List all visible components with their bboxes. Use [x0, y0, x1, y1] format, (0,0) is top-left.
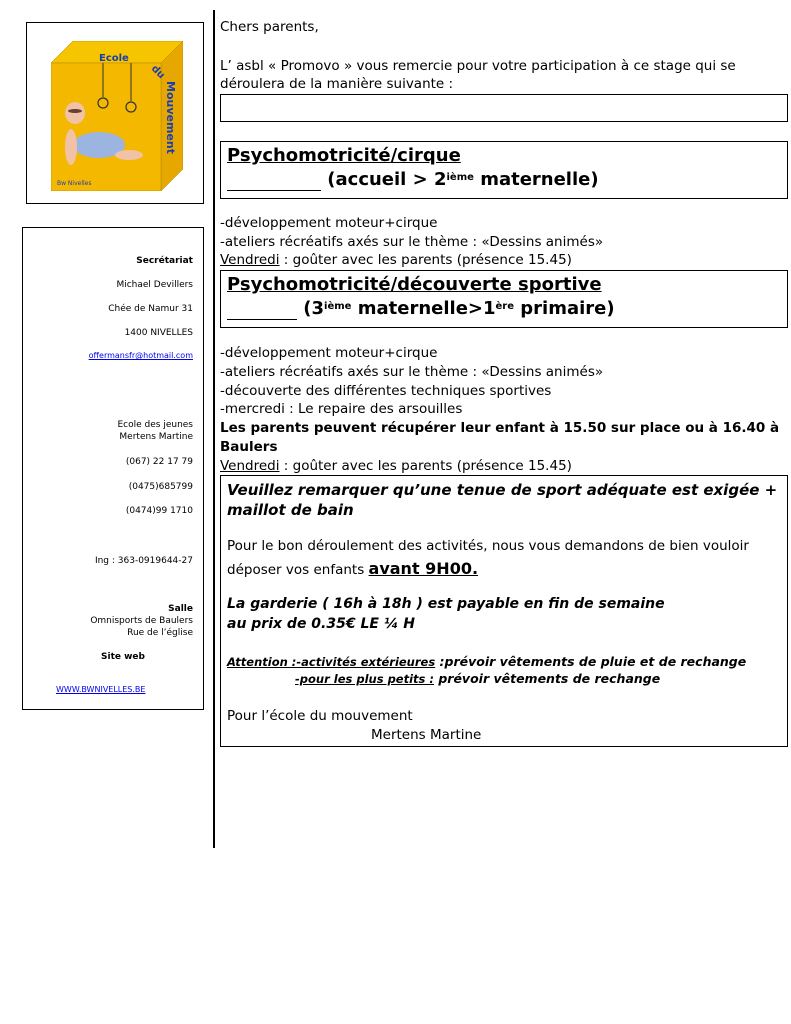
- column-divider: [213, 10, 215, 848]
- section1-subtitle: (accueil > 2ième maternelle): [227, 169, 599, 191]
- pickup-line-2: Baulers: [220, 439, 278, 455]
- section2-title: Psychomotricité/découverte sportive: [227, 274, 602, 295]
- sport-note-line-1: Veuillez remarquer qu’une tenue de sport adéquate est exigée +: [227, 481, 778, 499]
- logo-word-ecole: Ecole: [99, 53, 129, 64]
- section2-item-3: -découverte des différentes techniques sportives: [220, 383, 552, 399]
- section1-item-2: -ateliers récréatifs axés sur le thème : «Dessins animés»: [220, 234, 604, 250]
- small-children-line: -pour les plus petits : prévoir vêtements de rechange: [295, 671, 661, 686]
- empty-box: [220, 94, 788, 122]
- logo-word-du: du: [148, 63, 167, 82]
- garderie-line-1: La garderie ( 16h à 18h ) est payable en fin de semaine: [227, 596, 665, 612]
- website-link[interactable]: WWW.BWNIVELLES.BE: [56, 685, 146, 694]
- attention-line: Attention :-activités extérieures :prévoir vêtements de pluie et de rechange: [227, 654, 747, 669]
- garderie-line-2: au prix de 0.35€ LE ¼ H: [227, 616, 415, 632]
- phone-2: (0475)685799: [128, 482, 193, 492]
- section2-item-4: -mercredi : Le repaire des arsouilles: [220, 401, 463, 417]
- intro-line-1: L’ asbl « Promovo » vous remercie pour votre participation à ce stage qui se: [220, 58, 736, 74]
- bank-account: Ing : 363-0919644-27: [94, 556, 193, 566]
- logo-caption: Bw Nivelles: [57, 180, 92, 187]
- school-title: Ecole des jeunes: [117, 420, 193, 430]
- secretariat-street: Chée de Namur 31: [108, 304, 193, 314]
- pickup-line-1: Les parents peuvent récupérer leur enfant à 15.50 sur place ou à 16.40 à: [220, 420, 780, 436]
- school-contact-name: Mertens Martine: [119, 432, 193, 442]
- salle-title: Salle: [168, 604, 193, 614]
- logo-word-mouvement: Mouvement: [164, 81, 177, 154]
- intro-line-2: déroulera de la manière suivante :: [220, 76, 454, 92]
- phone-1: (067) 22 17 79: [125, 457, 193, 467]
- section1-friday: Vendredi : goûter avec les parents (présence 15.45): [220, 252, 572, 268]
- secretariat-email-link[interactable]: offermansfr@hotmail.com: [88, 351, 193, 360]
- section1-title: Psychomotricité/cirque: [227, 145, 461, 166]
- section2-item-2: -ateliers récréatifs axés sur le thème : «Dessins animés»: [220, 364, 604, 380]
- secretariat-title: Secrétariat: [136, 256, 193, 266]
- logo-frame: [26, 22, 204, 204]
- greeting: Chers parents,: [220, 19, 319, 35]
- section1-item-1: -développement moteur+cirque: [220, 215, 438, 231]
- section1-title-box: [220, 141, 788, 199]
- sport-note-line-2: maillot de bain: [227, 501, 354, 519]
- drop-line-2: déposer vos enfants avant 9H00.: [227, 559, 479, 578]
- section2-subtitle: (3ième maternelle>1ère primaire): [227, 298, 615, 320]
- signature: Mertens Martine: [371, 727, 482, 743]
- salle-line-2: Rue de l’église: [127, 628, 193, 638]
- closing-line: Pour l’école du mouvement: [227, 708, 413, 724]
- section2-item-1: -développement moteur+cirque: [220, 345, 438, 361]
- secretariat-name: Michael Devillers: [116, 280, 193, 290]
- contact-sidebar: [22, 227, 204, 710]
- drop-line-1: Pour le bon déroulement des activités, nous vous demandons de bien vouloir: [227, 538, 749, 554]
- section2-title-box: [220, 270, 788, 328]
- salle-line-1: Omnisports de Baulers: [90, 616, 193, 626]
- school-logo-cube: [51, 41, 183, 191]
- secretariat-city: 1400 NIVELLES: [124, 328, 193, 338]
- phone-3: (0474)99 1710: [125, 506, 193, 516]
- section2-friday: Vendredi : goûter avec les parents (présence 15.45): [220, 458, 572, 474]
- notes-box: [220, 475, 788, 747]
- site-title: Site web: [101, 652, 145, 662]
